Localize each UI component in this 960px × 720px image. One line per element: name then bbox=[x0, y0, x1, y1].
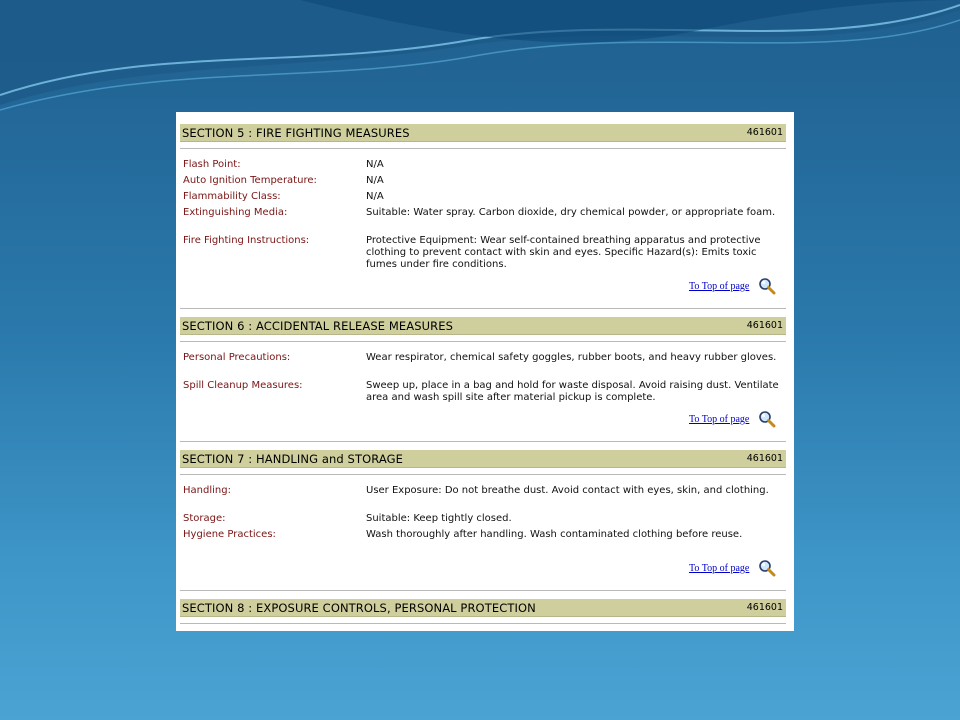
msds-document bbox=[176, 112, 794, 631]
field-label: Spill Cleanup Measures: bbox=[183, 380, 303, 391]
section-8-header bbox=[180, 599, 786, 617]
to-top-link[interactable]: To Top of page bbox=[689, 563, 750, 574]
field-label: Flash Point: bbox=[183, 159, 241, 170]
field-value: Suitable: Keep tightly closed. bbox=[366, 513, 512, 524]
field-label: Auto Ignition Temperature: bbox=[183, 175, 317, 186]
magnifier-icon[interactable] bbox=[758, 277, 776, 295]
magnifier-icon[interactable] bbox=[758, 559, 776, 577]
divider bbox=[180, 341, 786, 342]
field-label: Personal Precautions: bbox=[183, 352, 291, 363]
field-label: Flammability Class: bbox=[183, 191, 281, 202]
field-label: Storage: bbox=[183, 513, 226, 524]
section-title: SECTION 8 : EXPOSURE CONTROLS, PERSONAL PROTECTION bbox=[182, 601, 536, 615]
field-label: Fire Fighting Instructions: bbox=[183, 235, 310, 246]
field-value: Suitable: Water spray. Carbon dioxide, dry chemical powder, or appropriate foam. bbox=[366, 207, 776, 218]
field-value: Protective Equipment: Wear self-contained breathing apparatus and protective clothing to prevent contact with skin and eyes. Specific Hazard(s): Emits toxic fumes under fire conditions. bbox=[366, 235, 761, 270]
field-value: N/A bbox=[366, 191, 384, 202]
divider bbox=[180, 148, 786, 149]
section-6-header bbox=[180, 317, 786, 335]
magnifier-icon[interactable] bbox=[758, 410, 776, 428]
field-value: Wash thoroughly after handling. Wash contaminated clothing before reuse. bbox=[366, 529, 743, 540]
divider bbox=[180, 623, 786, 624]
divider bbox=[180, 308, 786, 309]
section-title: SECTION 7 : HANDLING and STORAGE bbox=[182, 452, 403, 466]
field-label: Handling: bbox=[183, 485, 231, 496]
section-5-header bbox=[180, 124, 786, 142]
divider bbox=[180, 441, 786, 442]
field-value: User Exposure: Do not breathe dust. Avoid contact with eyes, skin, and clothing. bbox=[366, 485, 769, 496]
product-code: 461601 bbox=[746, 602, 783, 613]
section-title: SECTION 5 : FIRE FIGHTING MEASURES bbox=[182, 126, 410, 140]
product-code: 461601 bbox=[746, 127, 783, 138]
section-7-header bbox=[180, 450, 786, 468]
field-value: Wear respirator, chemical safety goggles, rubber boots, and heavy rubber gloves. bbox=[366, 352, 777, 363]
product-code: 461601 bbox=[746, 320, 783, 331]
section-title: SECTION 6 : ACCIDENTAL RELEASE MEASURES bbox=[182, 319, 453, 333]
divider bbox=[180, 590, 786, 591]
to-top-link[interactable]: To Top of page bbox=[689, 414, 750, 425]
field-label: Extinguishing Media: bbox=[183, 207, 288, 218]
product-code: 461601 bbox=[746, 453, 783, 464]
field-value: N/A bbox=[366, 159, 384, 170]
to-top-link[interactable]: To Top of page bbox=[689, 281, 750, 292]
field-label: Hygiene Practices: bbox=[183, 529, 276, 540]
field-value: Sweep up, place in a bag and hold for waste disposal. Avoid raising dust. Ventilate area and wash spill site after material pickup is complete. bbox=[366, 380, 779, 403]
field-value: N/A bbox=[366, 175, 384, 186]
divider bbox=[180, 474, 786, 475]
